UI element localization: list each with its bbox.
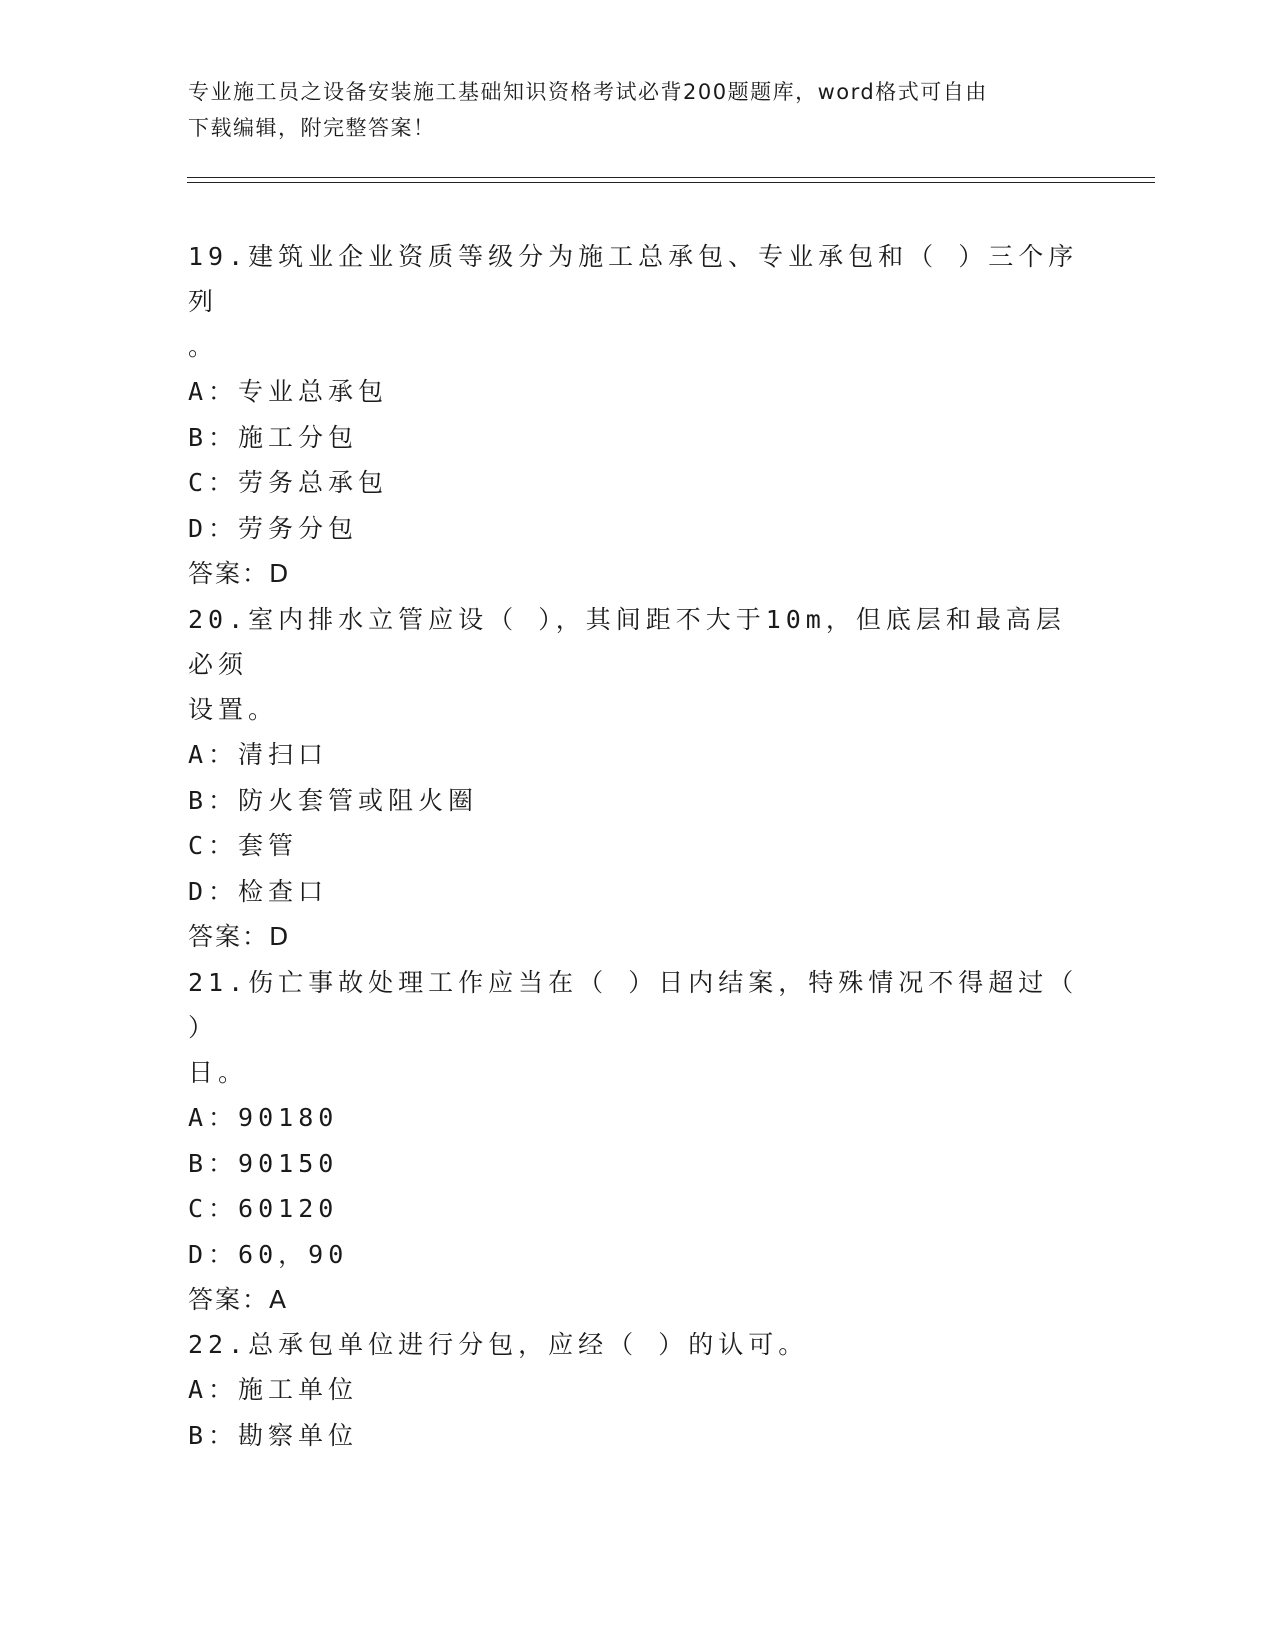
header-line-1: 专业施工员之设备安装施工基础知识资格考试必背200题题库，word格式可自由 [188, 80, 988, 104]
header-divider-top [187, 177, 1155, 178]
header-divider-bottom [187, 182, 1155, 183]
option-a: A：施工单位 [188, 1375, 359, 1404]
question-stem: 20.室内排水立管应设（ ），其间距不大于10m，但底层和最高层必须 [188, 605, 1066, 679]
question-stem: 22.总承包单位进行分包，应经（ ）的认可。 [188, 1330, 809, 1359]
question-19 [188, 234, 1088, 597]
question-stem-continuation: 设置。 [188, 695, 279, 724]
option-b: B：90150 [188, 1148, 339, 1178]
question-21 [188, 960, 1088, 1323]
option-b: B：施工分包 [188, 422, 359, 452]
question-stem-continuation: 日。 [188, 1058, 249, 1087]
question-stem: 19.建筑业企业资质等级分为施工总承包、专业承包和（ ）三个序列 [188, 242, 1079, 316]
option-c: C：劳务总承包 [188, 468, 389, 497]
question-22 [188, 1322, 1088, 1458]
option-c: C：60120 [188, 1194, 339, 1223]
question-stem: 21.伤亡事故处理工作应当在（ ）日内结案，特殊情况不得超过（ ） [188, 968, 1079, 1042]
header-line-2: 下载编辑，附完整答案！ [188, 116, 436, 140]
option-b: B：勘察单位 [188, 1420, 359, 1450]
answer: 答案：D [188, 922, 291, 951]
option-c: C：套管 [188, 831, 299, 860]
option-b: B：防火套管或阻火圈 [188, 785, 479, 815]
option-d: D：检查口 [188, 876, 329, 906]
question-20 [188, 597, 1088, 960]
option-a: A：90180 [188, 1103, 339, 1132]
question-stem-continuation: 。 [188, 332, 219, 361]
answer: 答案：A [188, 1285, 289, 1314]
answer: 答案：D [188, 559, 291, 588]
document-header [188, 74, 1088, 146]
option-a: A：清扫口 [188, 740, 329, 769]
option-a: A：专业总承包 [188, 377, 389, 406]
option-d: D：60，90 [188, 1239, 349, 1269]
option-d: D：劳务分包 [188, 513, 359, 543]
